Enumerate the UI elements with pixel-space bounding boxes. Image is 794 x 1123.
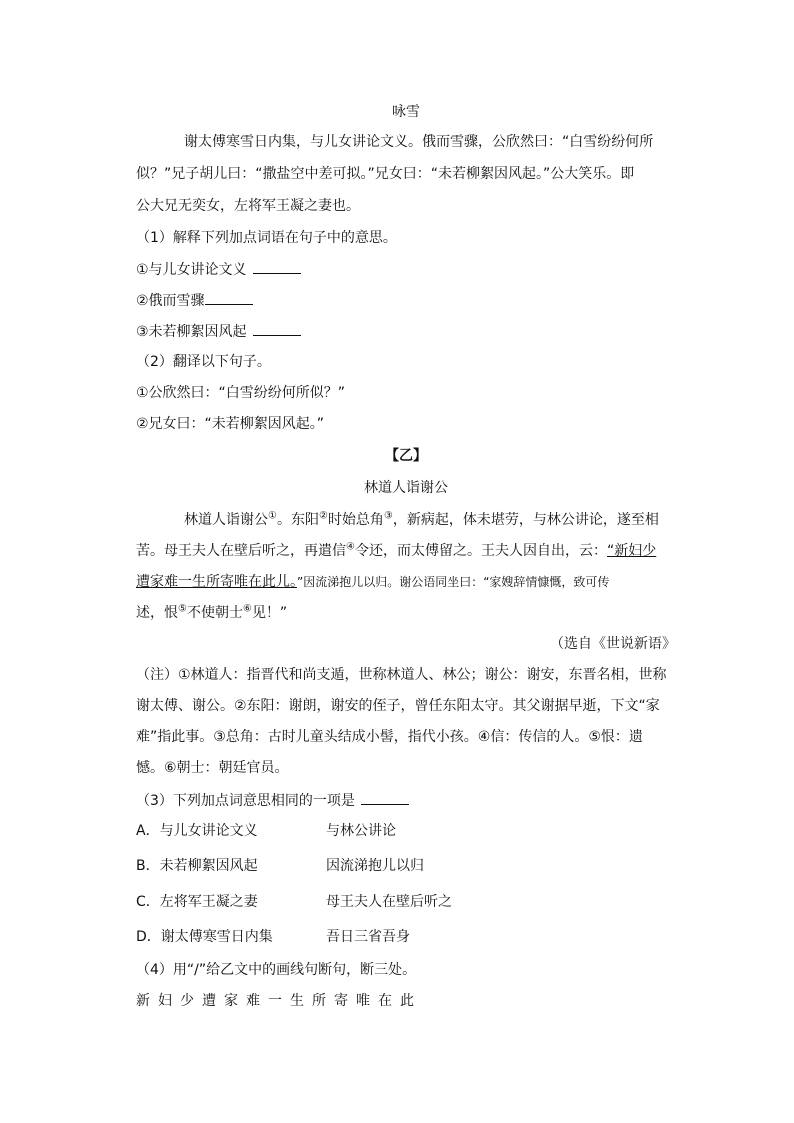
q1-item-2-text: ②俄而雪骤 [136, 293, 205, 309]
option-b-left: B．未若柳絮因风起 [136, 858, 258, 874]
q3-prompt: （3）下列加点词意思相同的一项是 [136, 793, 355, 809]
q3-option-c[interactable] [136, 892, 676, 912]
passage-text: 苦。母王夫人在壁后听之，再遣信 [136, 543, 346, 559]
q2-item-1: ①公欣然曰：“白雪纷纷何所似？” [136, 385, 346, 401]
q1-item-3 [136, 321, 676, 342]
section-b-label: 【乙】 [385, 448, 427, 464]
notes-line-3: 难”指此事。③总角：古时儿童头结成小髻，指代小孩。④信：传信的人。⑤恨：遗 [136, 729, 643, 745]
passage-text: ，新病起，体未堪劳，与林公讲论，遂至相 [392, 512, 659, 528]
q4-sentence[interactable]: 新妇少遭家难一生所寄唯在此 [136, 993, 422, 1009]
passage-text: 不使朝士 [186, 605, 243, 621]
option-c-left: C．左将军王凝之妻 [136, 894, 258, 910]
answer-blank[interactable] [253, 259, 301, 274]
note-marker: ① [268, 510, 277, 522]
answer-blank[interactable] [205, 290, 253, 305]
underlined-sentence: “新妇少 [606, 543, 657, 559]
underlined-sentence: 遭家难一生所寄唯在此儿。 [136, 574, 297, 590]
passage-b-line-1 [184, 510, 676, 530]
notes-line-1: （注）①林道人：指晋代和尚支遁，世称林道人、林公；谢公：谢安，东晋名相，世称 [136, 667, 667, 683]
passage-b-line-3 [136, 572, 676, 592]
passage-b-line-4 [136, 603, 676, 623]
answer-blank[interactable] [253, 321, 301, 336]
q1-item-3-text: ③未若柳絮因风起 [136, 324, 247, 340]
passage-a-line-1: 谢太傅寒雪日内集，与儿女讲论文义。俄而雪骤，公欣然曰：“白雪纷纷何所 [184, 134, 654, 150]
note-marker: ② [318, 510, 328, 522]
passage-text: 述，恨 [136, 605, 178, 621]
passage-b-line-2 [136, 541, 676, 561]
q1-item-2 [136, 290, 676, 311]
source-citation: （选自《世说新语》 [550, 636, 676, 652]
q2-item-2: ②兄女曰：“未若柳絮因风起。” [136, 416, 325, 432]
notes-line-4: 憾。⑥朝士：朝廷官员。 [136, 760, 289, 776]
option-d-left: D．谢太傅寒雪日内集 [136, 929, 273, 945]
passage-text: 令还，而太傅留之。王夫人因自出，云： [354, 543, 607, 559]
note-marker: ④ [346, 541, 355, 553]
q2-prompt: （2）翻译以下句子。 [136, 354, 271, 370]
title-a: 咏雪 [392, 104, 420, 120]
option-a-right: 与林公讲论 [326, 823, 396, 839]
q1-prompt: （1）解释下列加点词语在句子中的意思。 [136, 230, 397, 246]
passage-text: 。东阳 [276, 512, 319, 528]
passage-a-line-3: 公大兄无奕女，左将军王凝之妻也。 [136, 198, 360, 214]
q3-prompt-line [136, 790, 676, 811]
option-b-right: 因流涕抱儿以归 [326, 858, 424, 874]
q1-item-1 [136, 259, 676, 280]
passage-text: ”因流涕抱儿以归。谢公语同坐曰：“家嫂辞情慷慨，致可传 [297, 575, 610, 589]
title-b: 林道人诣谢公 [364, 480, 448, 496]
option-a-left: A．与儿女讲论文义 [136, 823, 258, 839]
answer-blank[interactable] [361, 790, 409, 805]
passage-text: 见！” [251, 605, 288, 621]
note-marker: ⑥ [242, 603, 252, 615]
notes-line-2: 谢太傅、谢公。②东阳：谢朗，谢安的侄子，曾任东阳太守。其父谢据早逝，下文“家 [136, 698, 660, 714]
option-c-right: 母王夫人在壁后听之 [326, 894, 452, 910]
q3-option-d[interactable] [136, 927, 676, 947]
note-marker: ⑤ [178, 603, 187, 615]
q1-item-1-text: ①与儿女讲论文义 [136, 262, 247, 278]
q3-option-a[interactable] [136, 821, 676, 841]
q3-option-b[interactable] [136, 856, 676, 876]
passage-a-line-2: 似？”兄子胡儿曰：“撒盐空中差可拟。”兄女曰：“未若柳絮因风起。”公大笑乐。即 [136, 166, 635, 182]
note-marker: ③ [383, 510, 393, 522]
passage-text: 林道人诣谢公 [184, 512, 268, 528]
q4-prompt: （4）用“/”给乙文中的画线句断句，断三处。 [136, 962, 417, 978]
option-d-right: 吾日三省吾身 [326, 929, 410, 945]
passage-text: 时始总角 [327, 512, 384, 528]
